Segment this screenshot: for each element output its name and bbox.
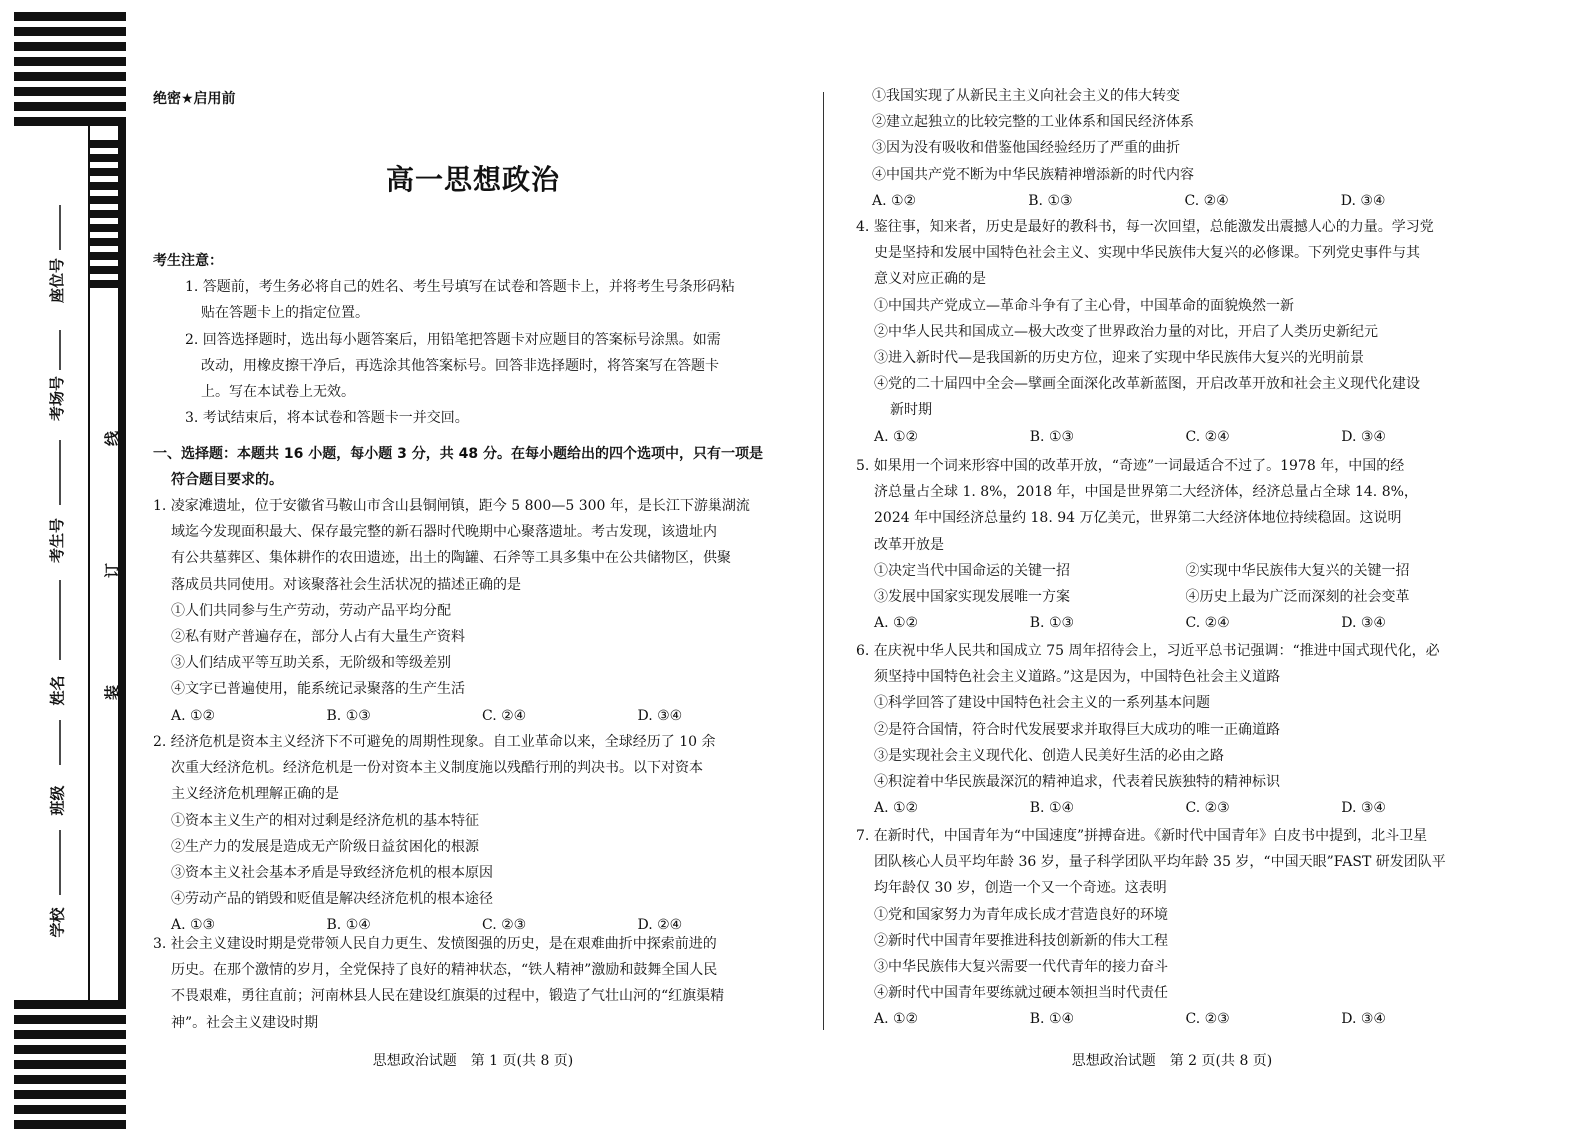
option-a: A. ①② <box>171 707 216 724</box>
bind-char-staple: 订 <box>103 562 122 579</box>
section-line: 一、选择题：本题共 16 小题，每小题 3 分，共 48 分。在每小题给出的四个选项中，只有一项是 <box>153 446 763 462</box>
question-4 <box>856 214 1497 450</box>
option-a: A. ①② <box>874 428 919 445</box>
option-a: A. ①② <box>874 800 919 817</box>
question-stem: 神”。社会主义建设时期 <box>171 1014 319 1031</box>
seat-number-label: 座位号 <box>48 257 67 304</box>
statement-item: ③资本主义社会基本矛盾是导致经济危机的根本原因 <box>171 865 493 882</box>
page-footer: 思想政治试题 第 1 页(共 8 页) <box>372 1053 574 1069</box>
notice-line: 3. 考试结束后，将本试卷和答题卡一并交回。 <box>185 410 469 427</box>
question-stem: 济总量占全球 1. 8%，2018 年，中国是世界第二大经济体，经济总量占全球 14. 8%， <box>874 484 1418 501</box>
option-b: B. ①④ <box>1029 800 1075 817</box>
question-stem: 须坚持中国特色社会主义道路。”这是因为，中国特色社会主义道路 <box>874 669 1281 686</box>
answer-options <box>856 610 1497 636</box>
option-a: A. ①② <box>874 615 919 632</box>
statement-item: ③发展中国家实现发展唯一方案 <box>874 589 1070 606</box>
question-stem: 团队核心人员平均年龄 36 岁，量子科学团队平均年龄 35 岁，“中国天眼”FAST 研发团队平 <box>874 854 1446 871</box>
notice-line: 上。写在本试卷上无效。 <box>201 384 355 401</box>
statement-item: ①人们共同参与生产劳动，劳动产品平均分配 <box>171 602 451 619</box>
question-stem: 改革开放是 <box>874 536 944 553</box>
statement-item: ④党的二十届四中全会—擘画全面深化改革新蓝图，开启改革开放和社会主义现代化建设 <box>874 376 1420 393</box>
answer-options <box>856 795 1497 821</box>
question-stem: 7. 在新时代，中国青年为“中国速度”拼搏奋进。《新时代中国青年》白皮书中提到，北斗卫星 <box>856 828 1428 844</box>
option-b: B. ①③ <box>326 707 371 724</box>
statement-item: ②中华人民共和国成立—极大改变了世界政治力量的对比，开启了人类历史新纪元 <box>874 323 1378 340</box>
option-d: D. ③④ <box>1340 192 1386 209</box>
section-heading <box>153 441 793 493</box>
option-b: B. ①③ <box>1028 192 1073 209</box>
option-d: D. ③④ <box>1341 1011 1386 1028</box>
page-1 <box>153 0 793 1138</box>
question-stem: 意义对应正确的是 <box>874 271 986 288</box>
notice-heading: 考生注意： <box>153 253 223 269</box>
notice-block <box>153 248 793 431</box>
statement-item: ④文字已普遍使用，能系统记录聚落的生产生活 <box>171 681 465 698</box>
option-d: D. ②④ <box>637 917 683 934</box>
question-stem: 均年龄仅 30 岁，创造一个又一个奇迹。这表明 <box>874 880 1167 897</box>
option-d: D. ③④ <box>1341 615 1386 632</box>
question-stem: 落成员共同使用。对该聚落社会生活状况的描述正确的是 <box>171 576 521 593</box>
answer-options <box>856 1006 1497 1032</box>
statement-item: ②建立起独立的比较完整的工业体系和国民经济体系 <box>872 114 1194 131</box>
question-stem: 5. 如果用一个词来形容中国的改革开放，“奇迹”一词最适合不过了。1978 年，中国的经 <box>856 458 1405 474</box>
statement-item: ①党和国家努力为青年成长成才营造良好的环境 <box>874 906 1168 923</box>
question-stem: 主义经济危机理解正确的是 <box>171 786 339 803</box>
bind-char-bind: 装 <box>103 684 122 701</box>
statement-item: ②新时代中国青年要推进科技创新新的伟大工程 <box>874 932 1168 949</box>
statement-item: ①决定当代中国命运的关键一招 <box>874 562 1070 579</box>
school-label: 学校 <box>48 907 67 938</box>
option-c: C. ②③ <box>482 917 527 934</box>
question-stem: 4. 鉴往事，知来者，历史是最好的教科书，每一次回望，总能激发出震撼人心的力量。学习党 <box>856 219 1434 235</box>
statement-item: ③因为没有吸收和借鉴他国经验经历了严重的曲折 <box>872 140 1180 157</box>
question-stem: 次重大经济危机。经济危机是一份对资本主义制度施以残酷行刑的判决书。以下对资本 <box>171 760 703 777</box>
option-b: B. ①④ <box>326 917 371 934</box>
statement-item: ③中华民族伟大复兴需要一代代青年的接力奋斗 <box>874 959 1168 976</box>
notice-line: 改动，用橡皮擦干净后，再选涂其他答案标号。回答非选择题时，将答案写在答题卡 <box>201 357 719 374</box>
option-c: C. ②③ <box>1185 1011 1230 1028</box>
option-c: C. ②④ <box>482 707 527 724</box>
statement-item: ①我国实现了从新民主主义向社会主义的伟大转变 <box>872 88 1180 104</box>
statement-item: ②实现中华民族伟大复兴的关键一招 <box>1185 562 1410 579</box>
question-1 <box>153 493 793 729</box>
class-label: 班级 <box>48 785 67 816</box>
section-line: 符合题目要求的。 <box>171 472 283 489</box>
question-stem: 历史。在那个激情的岁月，全党保持了良好的精神状态，“铁人精神”激励和鼓舞全国人民 <box>171 962 718 979</box>
bind-char-line: 线 <box>103 430 122 447</box>
candidate-number-label: 考生号 <box>48 517 67 564</box>
statement-item: ①中国共产党成立—革命斗争有了主心骨，中国革命的面貌焕然一新 <box>874 297 1294 314</box>
statement-item: ④中国共产党不断为中华民族精神增添新的时代内容 <box>872 166 1194 183</box>
page-title: 高一思想政治 <box>385 163 560 196</box>
option-d: D. ③④ <box>1341 800 1386 817</box>
option-c: C. ②④ <box>1185 615 1230 632</box>
option-b: B. ①④ <box>1029 1011 1075 1028</box>
binding-margin <box>0 0 140 1138</box>
notice-line: 2. 回答选择题时，选出每小题答案后，用铅笔把答题卡对应题目的答案标号涂黑。如需 <box>185 331 721 348</box>
option-c: C. ②④ <box>1185 428 1230 445</box>
answer-options <box>153 703 793 729</box>
option-a: A. ①② <box>874 1011 919 1028</box>
question-stem: 3. 社会主义建设时期是党带领人民自力更生、发愤图强的历史，是在艰难曲折中探索前进的 <box>153 936 717 952</box>
column-divider <box>823 92 824 1030</box>
statement-item: ④劳动产品的销毁和贬值是解决经济危机的根本途径 <box>171 891 493 908</box>
option-a: A. ①② <box>872 192 917 209</box>
statement-item: ④新时代中国青年要练就过硬本领担当时代责任 <box>874 985 1168 1002</box>
answer-options <box>856 424 1497 450</box>
question-stem: 2. 经济危机是资本主义经济下不可避免的周期性现象。自工业革命以来，全球经历了 10 余 <box>153 734 716 750</box>
question-stem: 有公共墓葬区、集体耕作的农田遗迹，出土的陶罐、石斧等工具多集中在公共储物区，供聚 <box>171 550 731 567</box>
option-c: C. ②③ <box>1185 800 1230 817</box>
question-5 <box>856 453 1497 636</box>
question-stem: 不畏艰难，勇往直前；河南林县人民在建设红旗渠的过程中，锻造了气壮山河的“红旗渠精 <box>171 988 725 1005</box>
question-stem: 域迄今发现面积最大、保存最完整的新石器时代晚期中心聚落遗址。考古发现，该遗址内 <box>171 524 717 541</box>
page-footer: 思想政治试题 第 2 页(共 8 页) <box>1071 1053 1273 1069</box>
question-6 <box>856 638 1497 821</box>
page-2 <box>856 0 1497 1138</box>
question-2 <box>153 729 793 939</box>
statement-item: ③是实现社会主义现代化、创造人民美好生活的必由之路 <box>874 747 1224 764</box>
statement-item: ②私有财产普遍存在，部分人占有大量生产资料 <box>171 629 465 646</box>
question-stem: 2024 年中国经济总量约 18. 94 万亿美元，世界第二大经济体地位持续稳固。这说明 <box>874 510 1402 527</box>
statement-item: ②生产力的发展是造成无产阶级日益贫困化的根源 <box>171 838 479 855</box>
statement-row <box>856 558 1497 584</box>
option-b: B. ①③ <box>1029 428 1075 445</box>
statement-item: ③人们结成平等互助关系，无阶级和等级差别 <box>171 655 451 672</box>
confidential-mark: 绝密★启用前 <box>153 91 236 107</box>
notice-line: 1. 答题前，考生务必将自己的姓名、考生号填写在试卷和答题卡上，并将考生号条形码粘 <box>185 279 735 296</box>
question-stem: 史是坚持和发展中国特色社会主义、实现中华民族伟大复兴的必修课。下列党史事件与其 <box>874 245 1420 262</box>
option-c: C. ②④ <box>1184 192 1229 209</box>
question-3-continued <box>872 83 1497 214</box>
option-d: D. ③④ <box>1341 428 1386 445</box>
question-7 <box>856 823 1497 1033</box>
option-a: A. ①③ <box>171 917 216 934</box>
notice-line: 贴在答题卡上的指定位置。 <box>201 305 369 322</box>
statement-item: ①资本主义生产的相对过剩是经济危机的基本特征 <box>171 812 479 829</box>
question-3 <box>153 931 793 1036</box>
option-b: B. ①③ <box>1029 615 1075 632</box>
question-stem: 6. 在庆祝中华人民共和国成立 75 周年招待会上，习近平总书记强调：“推进中国式现代化，必 <box>856 643 1440 659</box>
statement-row <box>856 584 1497 610</box>
statement-item: ②是符合国情，符合时代发展要求并取得巨大成功的唯一正确道路 <box>874 721 1280 738</box>
statement-item: ①科学回答了建设中国特色社会主义的一系列基本问题 <box>874 695 1210 712</box>
question-stem: 1. 凌家滩遗址，位于安徽省马鞍山市含山县铜闸镇，距今 5 800—5 300 年，是长江下游巢湖流 <box>153 498 750 514</box>
answer-options <box>872 188 1497 214</box>
name-label: 姓名 <box>48 675 67 706</box>
option-d: D. ③④ <box>637 707 683 724</box>
exam-room-label: 考场号 <box>48 375 67 422</box>
statement-item: ④历史上最为广泛而深刻的社会变革 <box>1185 589 1410 606</box>
statement-item: 新时期 <box>890 402 932 419</box>
statement-item: ④积淀着中华民族最深沉的精神追求，代表着民族独特的精神标识 <box>874 774 1280 791</box>
statement-item: ③进入新时代—是我国新的历史方位，迎来了实现中华民族伟大复兴的光明前景 <box>874 350 1364 367</box>
